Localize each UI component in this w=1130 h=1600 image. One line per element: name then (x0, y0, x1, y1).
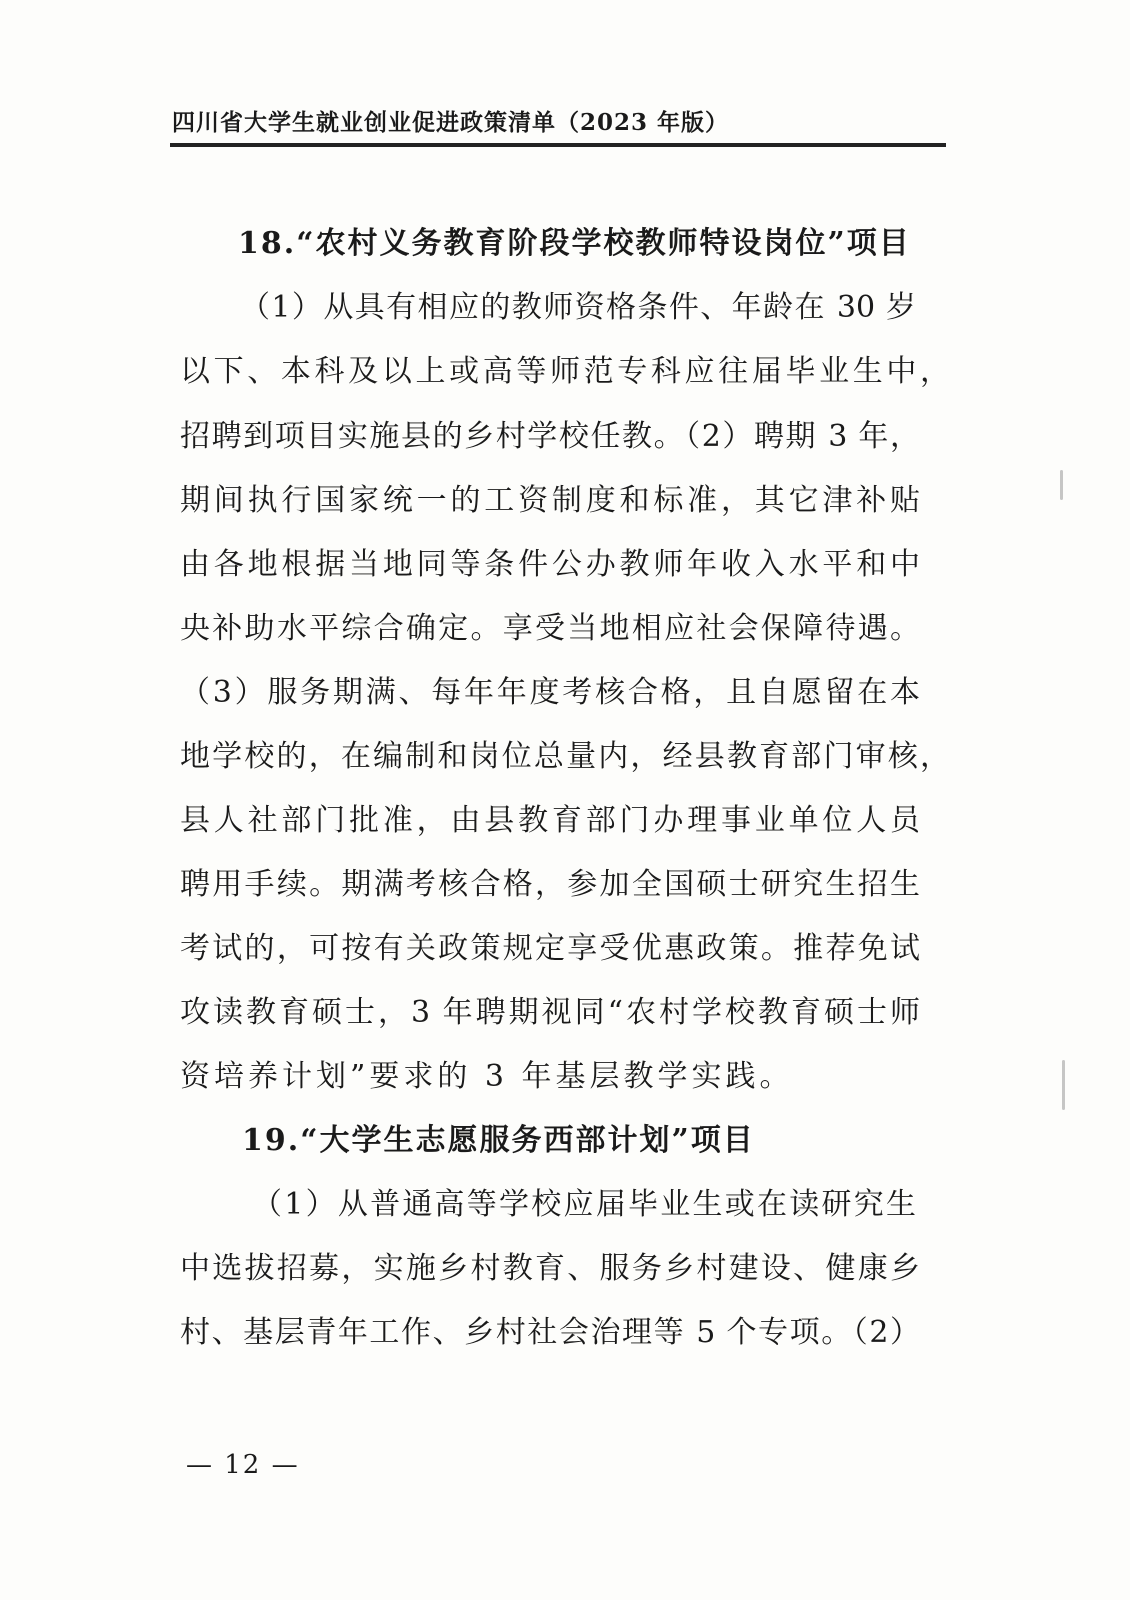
page-number: — 12 — (186, 1450, 300, 1480)
section-18-line-7: （3）服务期满、每年年度考核合格，且自愿留在本 (180, 675, 920, 710)
section-18-line-2: 以下、本科及以上或高等师范专科应往届毕业生中， (180, 354, 950, 389)
scan-edge-mark (1062, 1060, 1065, 1110)
section-18-line-5: 由各地根据当地同等条件公办教师年收入水平和中 (180, 547, 920, 582)
section-18-line-1: （1）从具有相应的教师资格条件、年龄在 30 岁 (240, 290, 916, 325)
section-18-line-6: 央补助水平综合确定。享受当地相应社会保障待遇。 (180, 611, 920, 646)
running-header-title: 四川省大学生就业创业促进政策清单（2023 年版） (172, 109, 730, 136)
section-18-line-9: 县人社部门批准，由县教育部门办理事业单位人员 (180, 803, 920, 838)
header-rule (170, 143, 946, 147)
section-19-line-2: 中选拔招募，实施乡村教育、服务乡村建设、健康乡 (180, 1251, 920, 1286)
section-18-line-4: 期间执行国家统一的工资制度和标准，其它津补贴 (180, 483, 920, 518)
scan-edge-mark (1060, 470, 1063, 500)
section-19-line-1: （1）从普通高等学校应届毕业生或在读研究生 (252, 1187, 916, 1222)
section-18-heading: 18.“农村义务教育阶段学校教师特设岗位”项目 (238, 226, 911, 261)
section-18-line-10: 聘用手续。期满考核合格，参加全国硕士研究生招生 (180, 867, 920, 902)
section-19-line-3: 村、基层青年工作、乡村社会治理等 5 个专项。（2） (180, 1315, 920, 1350)
section-18-line-8: 地学校的，在编制和岗位总量内，经县教育部门审核， (180, 739, 950, 774)
section-18-line-11: 考试的，可按有关政策规定享受优惠政策。推荐免试 (180, 931, 920, 966)
section-18-line-3: 招聘到项目实施县的乡村学校任教。（2）聘期 3 年， (180, 419, 920, 454)
section-18-line-13: 资培养计划”要求的 3 年基层教学实践。 (180, 1059, 794, 1094)
section-19-heading: 19.“大学生志愿服务西部计划”项目 (242, 1123, 755, 1158)
section-18-line-12: 攻读教育硕士，3 年聘期视同“农村学校教育硕士师 (180, 995, 920, 1030)
